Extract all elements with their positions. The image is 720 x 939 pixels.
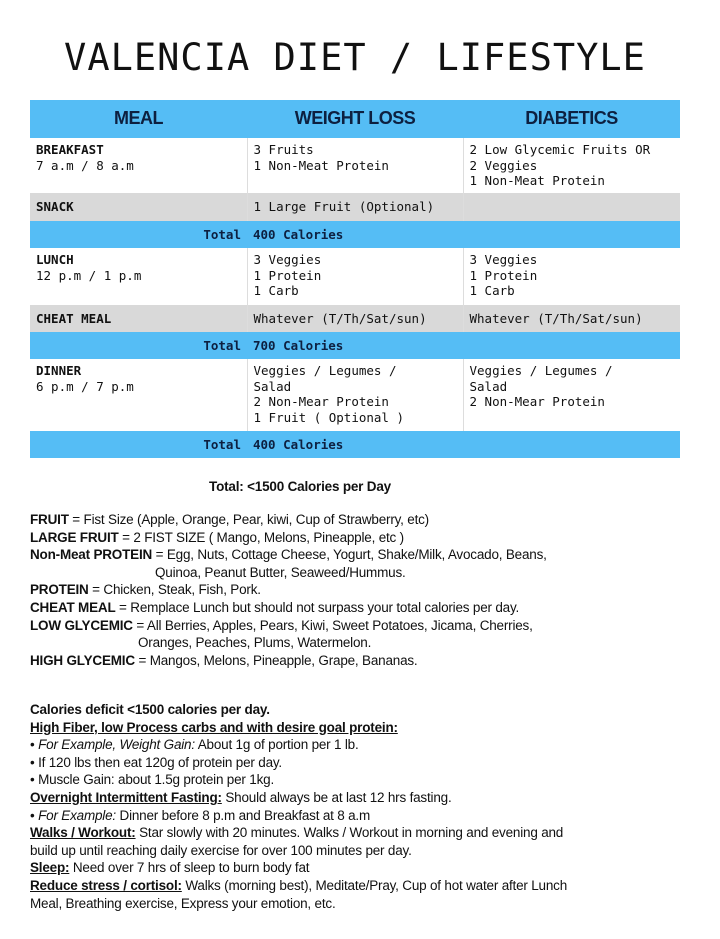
cell-line: Veggies / Legumes / [253,363,397,378]
bullet-icon: • [30,754,35,770]
cell-line: 1 Protein [253,267,322,283]
cell-line: 1 Protein [469,267,538,283]
bullet-text: Dinner before 8 p.m and Breakfast at 8 a.m [115,807,371,823]
table-row-snack [30,193,680,221]
table-header-row [30,100,680,138]
term: LOW GLYCEMIC [30,617,133,633]
meal-name: BREAKFAST [36,142,104,157]
definition-large-fruit [30,529,547,547]
definition-text: = Fist Size (Apple, Orange, Pear, kiwi, Cup of Strawberry, etc) [68,512,429,527]
definition-fruit [30,511,547,529]
definition-text: = Remplace Lunch but should not surpass your total calories per day. [115,599,520,615]
term: PROTEIN [30,582,89,598]
cell-line: 3 Veggies [253,252,322,267]
definition-text: = 2 FIST SIZE ( Mango, Melons, Pineapple, etc ) [118,529,404,545]
total-label: Total [30,221,247,248]
cell-line: 2 Low Glycemic Fruits OR [469,142,651,157]
fiber-heading: High Fiber, low Process carbs and with desire goal protein: [30,719,398,735]
header-diabetics: DIABETICS [463,100,680,138]
fasting-text: Should always be at last 12 hrs fasting. [221,789,452,805]
cell-line: 2 Non-Mear Protein [253,394,389,409]
cell-line: 3 Fruits [253,142,314,157]
total-label: Total [30,332,247,359]
stress-text-continued: Meal, Breathing exercise, Express your emotion, etc. [30,895,336,911]
walks-text-continued: build up until reaching daily exercise for over 100 minutes per day. [30,842,412,858]
bullet-icon: • [30,772,35,788]
bullet-item [30,771,567,789]
walks-line [30,824,567,842]
lifestyle-tips [30,701,567,912]
bullet-item [30,754,567,772]
bullet-icon: • [30,807,35,823]
page-title: VALENCIA DIET / LIFESTYLE [64,36,646,79]
cell-line: 2 Non-Mear Protein [469,394,605,409]
definition-continuation: Quinoa, Peanut Butter, Seaweed/Hummus. [155,564,406,580]
definition-text: = Mangos, Melons, Pineapple, Grape, Bananas. [134,652,418,668]
calorie-deficit: Calories deficit <1500 calories per day. [30,702,270,717]
table-row-total [30,431,680,458]
term: LARGE FRUIT [30,529,119,545]
bullet-icon: • [30,737,35,753]
emphasis: For Example: [38,807,116,823]
bullet-text: About 1g of portion per 1 lb. [194,737,359,753]
total-value: 700 Calories [247,332,680,359]
definition-high-glycemic [30,652,547,670]
term: HIGH GLYCEMIC [30,652,135,668]
fasting-line [30,789,567,807]
bullet-item [30,807,567,825]
meal-name: SNACK [30,193,247,221]
fasting-heading: Overnight Intermittent Fasting: [30,789,222,805]
meal-name: CHEAT MEAL [30,305,247,332]
table-row-total [30,332,680,359]
cell-line: Salad [253,378,292,394]
stress-text: Walks (morning best), Meditate/Pray, Cup of hot water after Lunch [181,877,568,893]
definition-continuation: Oranges, Peaches, Plums, Watermelon. [138,635,372,651]
bullet-item [30,736,567,754]
cell: Whatever (T/Th/Sat/sun) [463,305,680,332]
definition-low-glycemic [30,617,547,635]
sleep-line [30,859,567,877]
table-row-lunch [30,248,680,305]
header-meal: MEAL [30,100,247,138]
cell-line: 3 Veggies [469,252,538,267]
cell-line: Veggies / Legumes / [469,363,613,378]
table-row-cheat-meal [30,305,680,332]
cell-line: 1 Non-Meat Protein [253,157,389,173]
cell: 1 Large Fruit (Optional) [247,193,463,221]
daily-total: Total: <1500 Calories per Day [209,479,391,494]
bullet-text: Muscle Gain: about 1.5g protein per 1kg. [38,772,274,788]
definitions [30,511,547,669]
stress-line [30,877,567,895]
definition-text: = Chicken, Steak, Fish, Pork. [88,582,261,598]
term: CHEAT MEAL [30,599,116,615]
bullet-text: If 120 lbs then eat 120g of protein per day. [38,754,282,770]
meal-name: DINNER [36,363,82,378]
cell-line: Salad [469,378,508,394]
definition-text: = Egg, Nuts, Cottage Cheese, Yogurt, Shake/Milk, Avocado, Beans, [152,547,547,563]
table-row-breakfast [30,138,680,193]
walks-heading: Walks / Workout: [30,825,136,841]
term: FRUIT [30,512,69,527]
header-weight-loss: WEIGHT LOSS [247,100,463,138]
total-value: 400 Calories [247,221,680,248]
sleep-text: Need over 7 hrs of sleep to burn body fat [69,860,310,876]
meal-time: 12 p.m / 1 p.m [36,267,142,283]
cell-line: 1 Carb [469,283,515,298]
meal-plan-table [30,100,680,458]
term: Non-Meat PROTEIN [30,547,153,563]
cell: Whatever (T/Th/Sat/sun) [247,305,463,332]
definition-cheat-meal [30,599,547,617]
cell-line: 1 Carb [253,283,299,298]
meal-time: 6 p.m / 7 p.m [36,378,134,394]
cell-line: 1 Fruit ( Optional ) [253,409,405,425]
emphasis: For Example, Weight Gain: [38,737,195,753]
meal-name: LUNCH [36,252,74,267]
table-row-total [30,221,680,248]
table-row-dinner [30,359,680,431]
definition-non-meat-protein [30,546,547,564]
walks-text: Star slowly with 20 minutes. Walks / Workout in morning and evening and [135,825,564,841]
total-value: 400 Calories [247,431,680,458]
definition-protein [30,581,547,599]
definition-text: = All Berries, Apples, Pears, Kiwi, Sweet Potatoes, Jicama, Cherries, [132,617,533,633]
cell-line: 2 Veggies [469,157,538,173]
cell [463,193,680,221]
stress-heading: Reduce stress / cortisol: [30,877,182,893]
cell-line: 1 Non-Meat Protein [469,173,605,188]
meal-time: 7 a.m / 8 a.m [36,157,134,173]
sleep-heading: Sleep: [30,860,70,876]
total-label: Total [30,431,247,458]
